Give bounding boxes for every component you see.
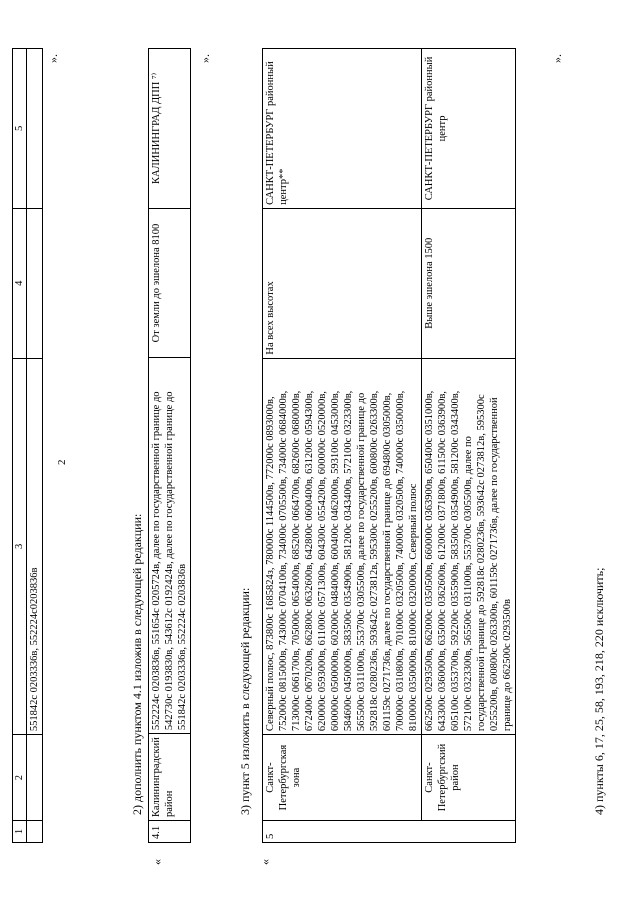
fragment-route: 551842с 0203336в, 552224с0203836в	[27, 358, 43, 735]
table-row	[149, 49, 191, 843]
open-quote-1: «	[150, 859, 164, 865]
col-num-4: 4	[13, 208, 27, 358]
col-num-1: 1	[13, 821, 27, 843]
open-quote-2: «	[258, 859, 272, 865]
row-number: 4.1	[149, 821, 191, 843]
row-4-1-close-quote: ».	[198, 54, 212, 63]
zone-name: Санкт-Петербургская зона	[263, 735, 422, 821]
fragment-table	[12, 48, 43, 843]
zone-control-center: САНКТ-ПЕТЕРБУРГ районный центр**	[263, 49, 422, 209]
district-boundary: 662500с 0293500в, 662000с 0350500в, 660000с 0363900в, 650400с 0351000в, 643300с 0360000в, 635000с 0362600в, 612000с 0371800в, 611500с 0363900в, 605100с 0353700в, 592200с 0355900в, 583500с 0354900в, 581200с 0343400в, 572100с 0323300в, 565500с 0311000в, 553700с 0305500в, далее по государственной границе до 592818с 0280236в, 593642с 0273812в, 595300с 0255200в, 600800с 0263300в, 601159с 0271736в, далее по государственной границе до 662500с 0293500в	[422, 358, 516, 734]
zone-altitude: На всех высотах	[263, 208, 422, 358]
area-name: Калининградский район	[149, 734, 191, 821]
district-control-center: САНКТ-ПЕТЕРБУРГ районный центр	[422, 49, 516, 209]
column-number-row	[13, 49, 27, 843]
district-name: Санкт-Петербургский район	[422, 735, 516, 821]
area-control-center: КАЛИНИНГРАД ДПП ⁷⁾	[149, 49, 191, 209]
district-altitude: Выше эшелона 1500	[422, 208, 516, 358]
item-3-caption: 3) пункт 5 изложить в следующей редакции:	[238, 587, 252, 815]
row-5-close-quote: ».	[550, 54, 564, 63]
item-2-caption: 2) дополнить пунктом 4.1 изложив в следующей редакции:	[130, 513, 144, 815]
page-number: 2	[56, 459, 68, 465]
row-4-1-table	[148, 48, 191, 843]
row-5-table	[262, 48, 516, 843]
row-number: 5	[263, 821, 516, 843]
zone-boundary: Северный полюс, 873800с 1685824з, 780000с 1144500в, 772000с 0893000в, 752000с 0815000в, 743000с 0704100в, 734000с 0705500в, 734000с 0684000в, 713000с 0661700в, 705000с 0654000в, 685200с 0664700в, 682600с 0680000в, 672400с 0670200в, 662800с 0632600в, 642800с 0600400в, 631200с 0594300в, 620000с 0593000в, 611000с 0571300в, 604300с 0554200в, 600000с 0520000в, 600000с 0500000в, 602000с 0484000в, 600400с 0462000в, 593100с 0453000в, 584600с 0450000в, 583500с 0354900в, 581200с 0343400в, 572100с 0323300в, 565500с 0311000в, 553700с 0305500в, далее по государственной границе до 592818с 0280236в, 593642с 0273812в, 595300с 0255200в, 600800с 0263300в, 601159с 0271736в, далее по государственной границе до 694800с 0305000в, 700000с 0310800в, 701000с 0320500в, 740000с 0320500в, 740000с 0350000в, 810000с 0350000в, 810000с 0320000в, Северный полюс	[263, 358, 422, 734]
fragment-row	[27, 49, 43, 843]
area-altitude: От земли до эшелона 8100	[149, 208, 191, 358]
fragment-close-quote: ».	[46, 54, 60, 63]
col-num-2: 2	[13, 735, 27, 821]
table-row	[422, 49, 516, 843]
col-num-3: 3	[13, 358, 27, 735]
col-num-5: 5	[13, 49, 27, 209]
item-4-caption: 4) пункты 6, 17, 25, 58, 193, 218, 220 исключить;	[592, 567, 606, 815]
area-boundary: 552224с 0203836в, 551654с 0205724в, далее по государственной границе до 542730с 0193830в, 543612с 0192424в, далее по государственной границе до 551842с 0203336в, 552224с 0203836в	[149, 358, 191, 734]
table-row	[263, 49, 422, 843]
